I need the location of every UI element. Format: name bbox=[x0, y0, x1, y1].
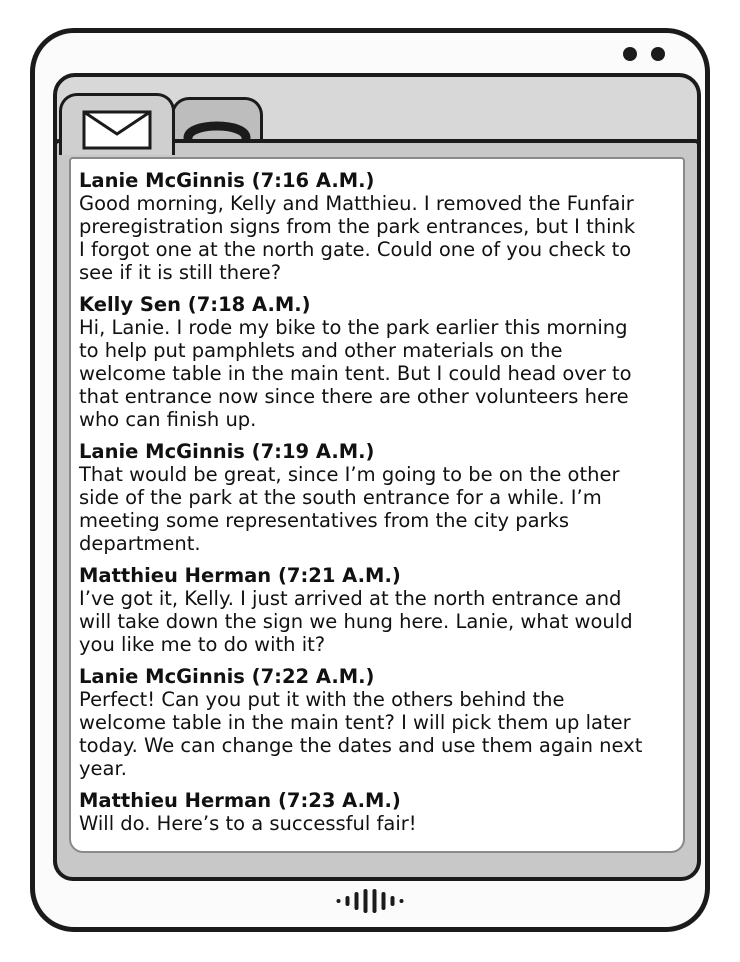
message-sender: Lanie McGinnis (7:19 A.M.) bbox=[79, 440, 375, 463]
message-text: Will do. Here’s to a successful fair! bbox=[79, 812, 417, 835]
camera-dot-icon bbox=[623, 47, 637, 61]
message-list[interactable] bbox=[69, 157, 685, 853]
message-sender: Matthieu Herman (7:21 A.M.) bbox=[79, 564, 401, 587]
message-text: Hi, Lanie. I rode my bike to the park earlier this morning to help put pamphlets and other materials on the welcome table in the main tent. But I could head over to that entrance now since there are other volunteers here who can finish up. bbox=[79, 316, 632, 431]
message-text: That would be great, since I’m going to be on the other side of the park at the south entrance for a while. I’m meeting some representatives from the city parks department. bbox=[79, 463, 620, 555]
message-item bbox=[79, 564, 675, 656]
message-item bbox=[79, 293, 675, 431]
message-sender: Lanie McGinnis (7:16 A.M.) bbox=[79, 169, 375, 192]
envelope-icon bbox=[82, 110, 152, 150]
message-item bbox=[79, 665, 675, 780]
message-text: I’ve got it, Kelly. I just arrived at the north entrance and will take down the sign we hung here. Lanie, what would you like me to do with it? bbox=[79, 587, 633, 656]
message-item bbox=[79, 169, 675, 284]
message-panel bbox=[53, 139, 701, 881]
message-sender: Kelly Sen (7:18 A.M.) bbox=[79, 293, 311, 316]
message-text: Good morning, Kelly and Matthieu. I removed the Funfair preregistration signs from the park entrances, but I think I forgot one at the north gate. Could one of you check to see if it is still there? bbox=[79, 192, 636, 284]
message-text: Perfect! Can you put it with the others behind the welcome table in the main tent? I will pick them up later today. We can change the dates and use them again next year. bbox=[79, 688, 643, 780]
message-sender: Matthieu Herman (7:23 A.M.) bbox=[79, 789, 401, 812]
speaker-grille-icon bbox=[337, 889, 404, 913]
message-item bbox=[79, 789, 675, 835]
phone-device bbox=[30, 28, 710, 932]
tab-email[interactable] bbox=[59, 93, 175, 155]
message-item bbox=[79, 440, 675, 555]
message-sender: Lanie McGinnis (7:22 A.M.) bbox=[79, 665, 375, 688]
sensor-dot-icon bbox=[651, 47, 665, 61]
screen bbox=[53, 73, 701, 881]
